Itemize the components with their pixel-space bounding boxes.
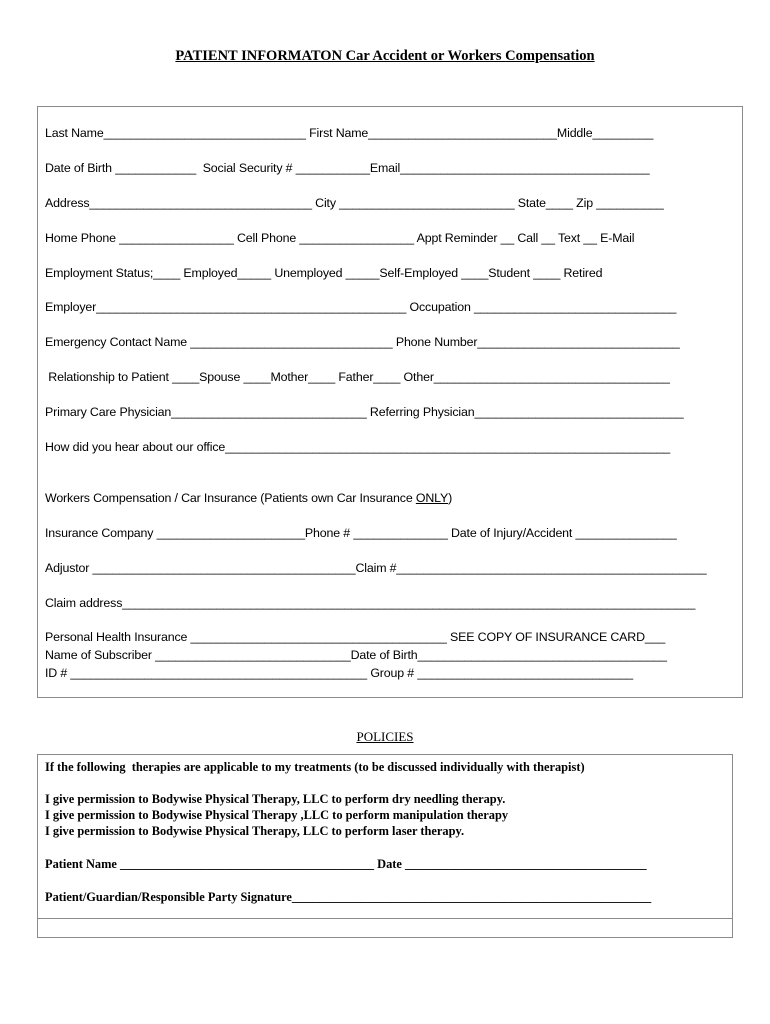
employer-occupation-row[interactable]: Employer______________________________________________ Occupation ______________________________ xyxy=(45,300,677,314)
section-divider xyxy=(38,918,732,919)
policies-heading: POLICIES xyxy=(356,729,414,744)
relationship-row[interactable]: Relationship to Patient ____Spouse ____Mother____ Father____ Other___________________________________ xyxy=(45,370,670,384)
physician-row[interactable]: Primary Care Physician_____________________________ Referring Physician_______________________________ xyxy=(45,405,684,419)
dob-ssn-email-row[interactable]: Date of Birth ____________ Social Security # ___________Email_____________________________________ xyxy=(45,161,650,175)
subscriber-row[interactable]: Name of Subscriber _____________________________Date of Birth_____________________________________ xyxy=(45,648,667,662)
health-insurance-row[interactable]: Personal Health Insurance ______________________________________ SEE COPY OF INSURANCE CARD___ xyxy=(45,630,666,644)
emergency-contact-row[interactable]: Emergency Contact Name ______________________________ Phone Number______________________________ xyxy=(45,335,680,349)
insurance-company-row[interactable]: Insurance Company ______________________Phone # ______________ Date of Injury/Accident _______________ xyxy=(45,526,677,540)
patient-name-date-row[interactable]: Patient Name _________________________________________ Date _______________________________________ xyxy=(45,857,647,871)
id-group-row[interactable]: ID # ____________________________________________ Group # ________________________________ xyxy=(45,666,634,680)
employment-status-row[interactable]: Employment Status;____ Employed_____ Unemployed _____Self-Employed ____Student ____ Retired xyxy=(45,266,603,280)
address-row[interactable]: Address_________________________________ City __________________________ State____ Zip __________ xyxy=(45,196,664,210)
phone-row[interactable] xyxy=(45,231,634,245)
claim-address-row[interactable]: Claim address_____________________________________________________________________________________ xyxy=(45,596,696,610)
insurance-heading-text: Workers Compensation / Car Insurance (Patients own Car Insurance xyxy=(45,491,416,505)
policies-section xyxy=(37,754,733,938)
permission-manipulation: I give permission to Bodywise Physical Therapy ,LLC to perform manipulation therapy xyxy=(45,808,509,822)
permission-laser: I give permission to Bodywise Physical Therapy, LLC to perform laser therapy. xyxy=(45,824,465,838)
permission-dry-needling: I give permission to Bodywise Physical Therapy, LLC to perform dry needling therapy. xyxy=(45,792,506,806)
insurance-heading xyxy=(45,491,452,505)
signature-row[interactable]: Patient/Guardian/Responsible Party Signature__________________________________________________________ xyxy=(45,890,652,904)
adjustor-claim-row[interactable]: Adjustor _______________________________________Claim #______________________________________________ xyxy=(45,561,707,575)
form-title: PATIENT INFORMATON Car Accident or Workers Compensation xyxy=(175,48,595,64)
phone-row-label: Home Phone _________________ Cell Phone _________________ Appt Reminder __ Call __ Text __ xyxy=(45,231,601,245)
email-reminder-option[interactable]: E-Mail xyxy=(600,231,635,245)
insurance-heading-close: ) xyxy=(448,491,453,505)
referral-source-row[interactable]: How did you hear about our office__________________________________________________________________ xyxy=(45,440,671,454)
policies-intro: If the following therapies are applicable to my treatments (to be discussed individually with therapist) xyxy=(45,760,585,774)
only-emphasis: ONLY xyxy=(415,491,449,505)
name-row[interactable]: Last Name______________________________ First Name____________________________Middle_________ xyxy=(45,126,654,140)
